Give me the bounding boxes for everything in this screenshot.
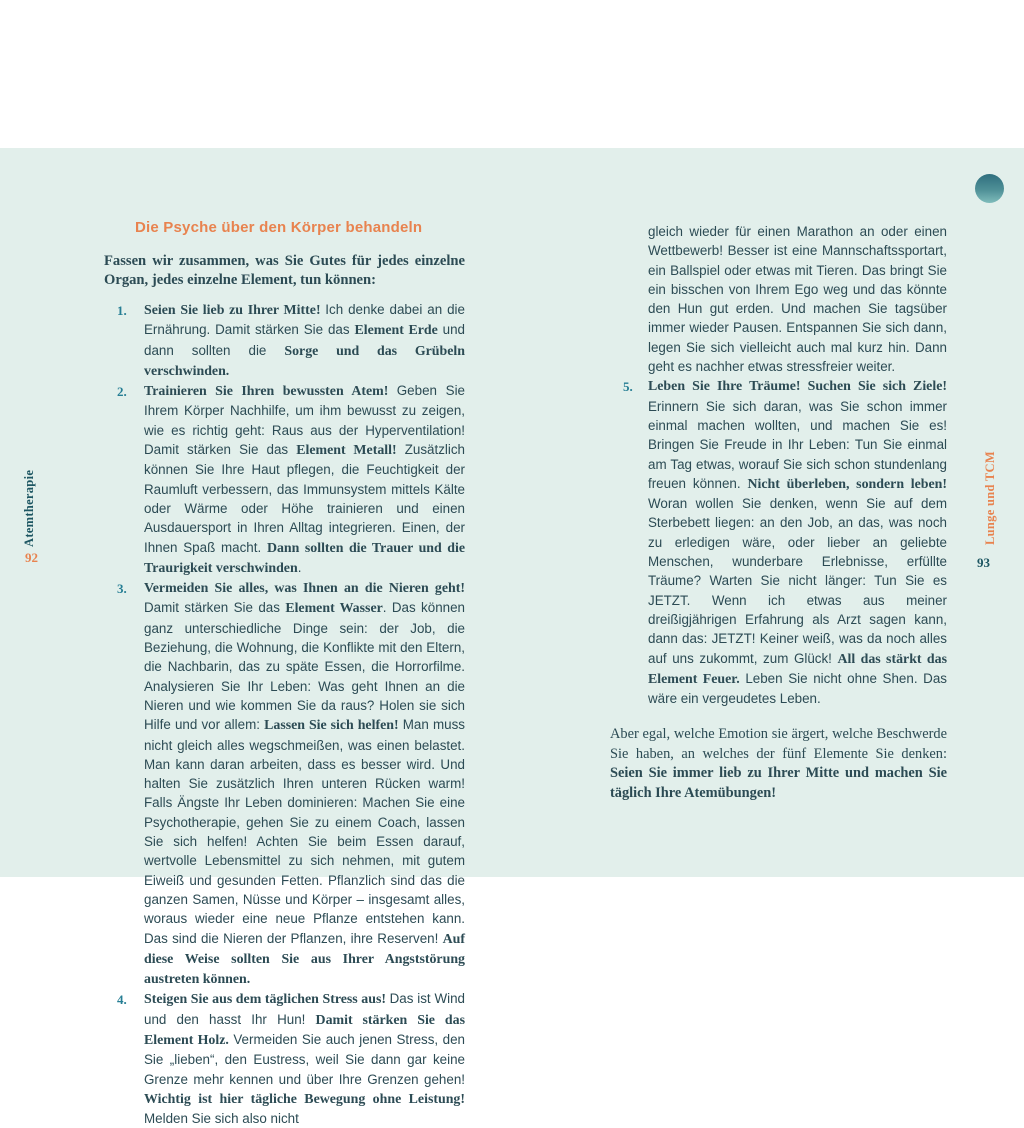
emphasis-text: Seien Sie lieb zu Ihrer Mitte! <box>144 303 326 318</box>
body-text: . <box>297 559 302 575</box>
body-text: Woran wollen Sie denken, wenn Sie auf dem Sterbebett liegen: an den Job, an das, was noch zu erledigen wäre, oder lieber an geliebte Menschen, wunderbare Erlebnisse, erfüllte Träume? Warten Sie nicht länger: Tun Sie es JETZT. Wenn ich etwas aus meiner dreißigjährigen Erfahrung als Arzt sagen kann, dann das: JETZT! Keiner weiß, was da noch alles auf uns zukommt, zum Glück! <box>648 496 947 666</box>
body-text: Damit stärken Sie das <box>144 600 286 616</box>
emphasis-text: Seien Sie immer lieb zu Ihrer Mitte und machen Sie täglich Ihre Atemübungen! <box>610 765 947 801</box>
list-item-number: 1. <box>117 302 127 318</box>
body-text: Vermeiden Sie auch jenen Stress, den Sie „lieben“, den Eustress, weil Sie dann gar keine Grenze mehr kennen und über Ihre Grenzen gehen! <box>144 1031 465 1087</box>
advice-list-item <box>104 578 465 989</box>
list-item-number: 4. <box>117 991 127 1007</box>
body-text: und dann sollten die <box>144 322 465 358</box>
body-text: Erinnern Sie sich daran, was Sie schon immer einmal machen wollten, und machen Sie es! Bringen Sie Freude in Ihr Leben: Tun Sie einmal am Tag etwas, worauf Sie sich schon stundenlang freuen können. <box>648 398 947 491</box>
emphasis-text: All das stärkt das Element Feuer. <box>648 651 947 687</box>
advice-list-item <box>104 989 465 1128</box>
body-text: gleich wieder für einen Marathon an oder einen Wettbewerb! Besser ist eine Mannschaftssportart, ein Ballspiel oder etwas mit Tieren. Das bringt Sie ein bisschen von Ihrem Ego weg und das könnte den Hun gut erden. Und machen Sie tagsüber immer wieder Pausen. Entspannen Sie sich dann, legen Sie sich vielleicht auch mal kurz hin. Dann geht es nachher etwas stressfreier weiter. <box>648 224 947 375</box>
emphasis-text: Sorge und das Grübeln verschwinden. <box>144 343 465 379</box>
emphasis-text: Dann sollten die Trauer und die Traurigkeit verschwinden <box>144 540 465 576</box>
emphasis-text: Damit stärken Sie das Element Holz. <box>144 1012 465 1048</box>
body-text: Man muss nicht gleich alles wegschmeißen, was einen belastet. Man kann daran arbeiten, dass es besser wird. Und halten Sie zusätzlich Ihren unteren Rücken warm! Falls Ängste Ihr Leben dominieren: Machen Sie eine Psychotherapie, gehen Sie zu einem Coach, lassen Sie sich helfen! Achten Sie beim Essen darauf, wertvolle Lebensmittel zu sich nehmen, mit gutem Eiweiß und gesunden Fetten. Pflanzlich sind das die ganzen Samen, Nüsse und Körper – insgesamt alles, woraus wieder eine neue Pflanze entstehen kann. Das sind die Nieren der Pflanzen, ihre Reserven! <box>144 717 465 946</box>
body-text: Geben Sie Ihrem Körper Nachhilfe, um ihm bewusst zu zeigen, wie es richtig geht: Raus aus der Hyperventilation! Damit stärken Sie das <box>144 383 465 458</box>
left-page-number: 92 <box>25 550 38 565</box>
advice-list-item <box>104 381 465 578</box>
emphasis-text: Nicht überleben, sondern leben! <box>747 476 947 492</box>
body-text: Ich denke dabei an die Ernährung. Damit stärken Sie das <box>144 302 465 338</box>
body-text: . Das können ganz unterschiedliche Dinge sein: der Job, die Beziehung, die Wohnung, die Konflikte mit den Eltern, die Nachbarin, das zu späte Essen, die Horrorfilme. Analysieren Sie Ihr Leben: Was geht Ihnen an die Nieren und wie kommen Sie da raus? Holen sie sich Hilfe und vor allem: <box>144 600 465 733</box>
page-spread <box>0 148 1024 1127</box>
advice-list-right <box>610 376 947 708</box>
teal-dot-icon <box>975 174 1004 203</box>
list-item-number: 5. <box>623 378 633 394</box>
emphasis-text: Wichtig ist hier tägliche Bewegung ohne Leistung! <box>144 1091 465 1107</box>
left-margin-title: Atemtherapie <box>22 469 36 547</box>
body-text: Das ist Wind und den hasst Ihr Hun! <box>144 991 465 1027</box>
advice-list-item <box>610 376 947 708</box>
right-margin-title: Lunge und TCM <box>983 451 997 545</box>
advice-list-item <box>104 300 465 381</box>
right-page-column <box>610 222 947 803</box>
body-text: Leben Sie nicht ohne Shen. Das wäre ein vergeudetes Leben. <box>648 670 947 707</box>
emphasis-text: Element Metall! <box>296 443 397 459</box>
closing-paragraph <box>610 725 947 803</box>
item-4-continuation <box>610 222 947 376</box>
body-text: Melden Sie sich also nicht <box>144 1111 299 1127</box>
body-text: Zusätzlich können Sie Ihre Haut pflegen, die Feuchtigkeit der Raumluft verbessern, das Immunsystem mittels Kälte oder Wärme oder Höhe trainieren und einen Ausdauersport in Ihren Alltag integrieren. Einen, der Ihnen Spaß macht. <box>144 442 465 555</box>
emphasis-text: Steigen Sie aus dem täglichen Stress aus! <box>144 992 390 1008</box>
emphasis-text: Trainieren Sie Ihren bewussten Atem! <box>144 384 397 400</box>
list-item-number: 2. <box>117 383 127 399</box>
body-text: Aber egal, welche Emotion sie ärgert, welche Beschwerde Sie haben, an welches der fünf Elemente Sie denken: <box>610 726 947 762</box>
left-page-column <box>104 219 465 1128</box>
right-page-number: 93 <box>977 555 990 570</box>
emphasis-text: Element Wasser <box>285 601 383 617</box>
emphasis-text: Auf diese Weise sollten Sie aus Ihrer Angststörung austreten können. <box>144 931 465 988</box>
section-heading: Die Psyche über den Körper behandeln <box>135 219 423 236</box>
advice-list-left <box>104 300 465 1128</box>
list-item-number: 3. <box>117 580 127 596</box>
emphasis-text: Vermeiden Sie alles, was Ihnen an die Nieren geht! <box>144 581 465 597</box>
emphasis-text: Element Erde <box>354 323 438 339</box>
emphasis-text: Lassen Sie sich helfen! <box>264 718 399 734</box>
intro-paragraph: Fassen wir zusammen, was Sie Gutes für jedes einzelne Organ, jedes einzelne Element, tun können: <box>104 253 465 288</box>
emphasis-text: Leben Sie Ihre Träume! Suchen Sie sich Ziele! <box>648 379 947 395</box>
